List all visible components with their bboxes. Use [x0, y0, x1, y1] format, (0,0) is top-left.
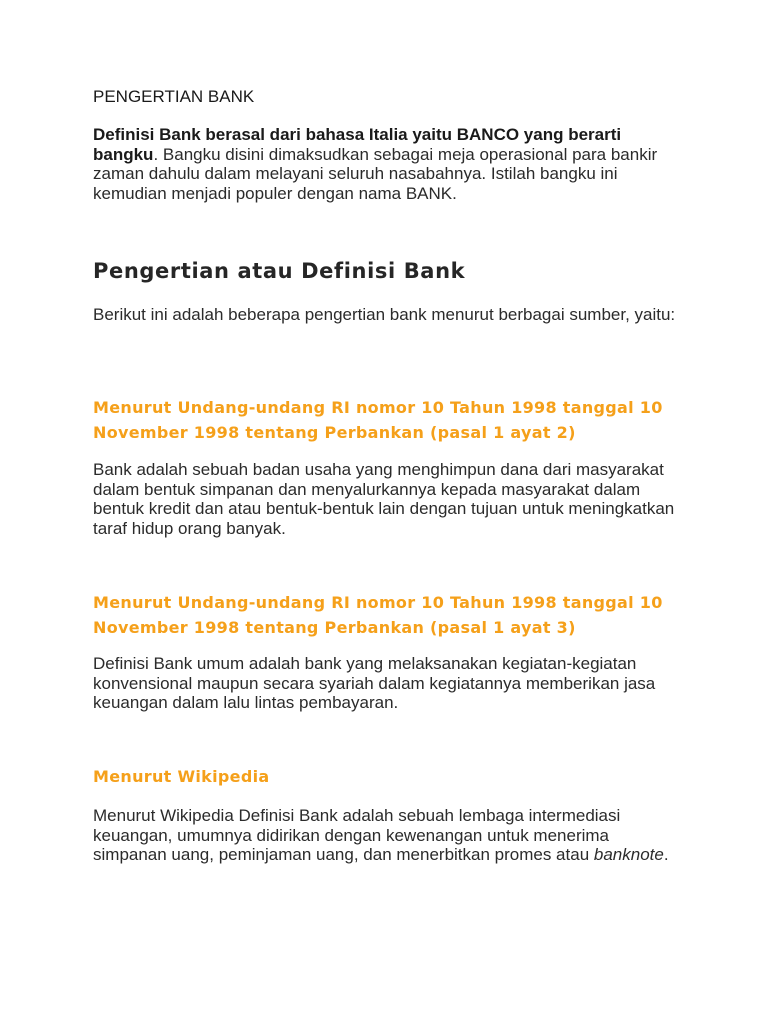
section-intro-paragraph: Berikut ini adalah beberapa pengertian bank menurut berbagai sumber, yaitu: [93, 305, 676, 324]
definition-heading-uu-ayat-3: Menurut Undang-undang RI nomor 10 Tahun 1998 tanggal 10 November 1998 tentang Perbankan (pasal 1 ayat 3) [93, 593, 663, 637]
section-title: Pengertian atau Definisi Bank [93, 259, 466, 283]
intro-bold-text: Definisi Bank berasal dari bahasa Italia yaitu BANCO yang berarti bangku [93, 125, 622, 164]
intro-paragraph [93, 125, 683, 203]
wikipedia-body-text: Menurut Wikipedia Definisi Bank adalah sebuah lembaga intermediasi keuangan, umumnya didirikan dengan kewenangan untuk menerima simpanan uang, peminjaman uang, dan menerbitkan promes atau [93, 806, 621, 864]
definition-body-wikipedia [93, 806, 683, 865]
definition-body-uu-ayat-3: Definisi Bank umum adalah bank yang melaksanakan kegiatan-kegiatan konvensional maupun secara syariah dalam kegiatannya memberikan jasa keuangan dalam lalu lintas pembayaran. [93, 654, 656, 712]
definition-heading-wikipedia: Menurut Wikipedia [93, 767, 270, 786]
intro-rest-text: . Bangku disini dimaksudkan sebagai meja operasional para bankir zaman dahulu dalam melayani seluruh nasabahnya. Istilah bangku ini kemudian menjadi populer dengan nama BANK. [93, 144, 658, 203]
banknote-term: banknote [593, 845, 664, 864]
document-heading: PENGERTIAN BANK [93, 87, 255, 106]
definition-body-uu-ayat-2: Bank adalah sebuah badan usaha yang menghimpun dana dari masyarakat dalam bentuk simpanan dan menyalurkannya kepada masyarakat dalam bentuk kredit dan atau bentuk-bentuk lain dengan tujuan untuk meningkatkan taraf hidup orang banyak. [93, 460, 675, 538]
wikipedia-body-end: . [663, 845, 669, 864]
definition-heading-uu-ayat-2: Menurut Undang-undang RI nomor 10 Tahun 1998 tanggal 10 November 1998 tentang Perbankan (pasal 1 ayat 2) [93, 398, 663, 442]
